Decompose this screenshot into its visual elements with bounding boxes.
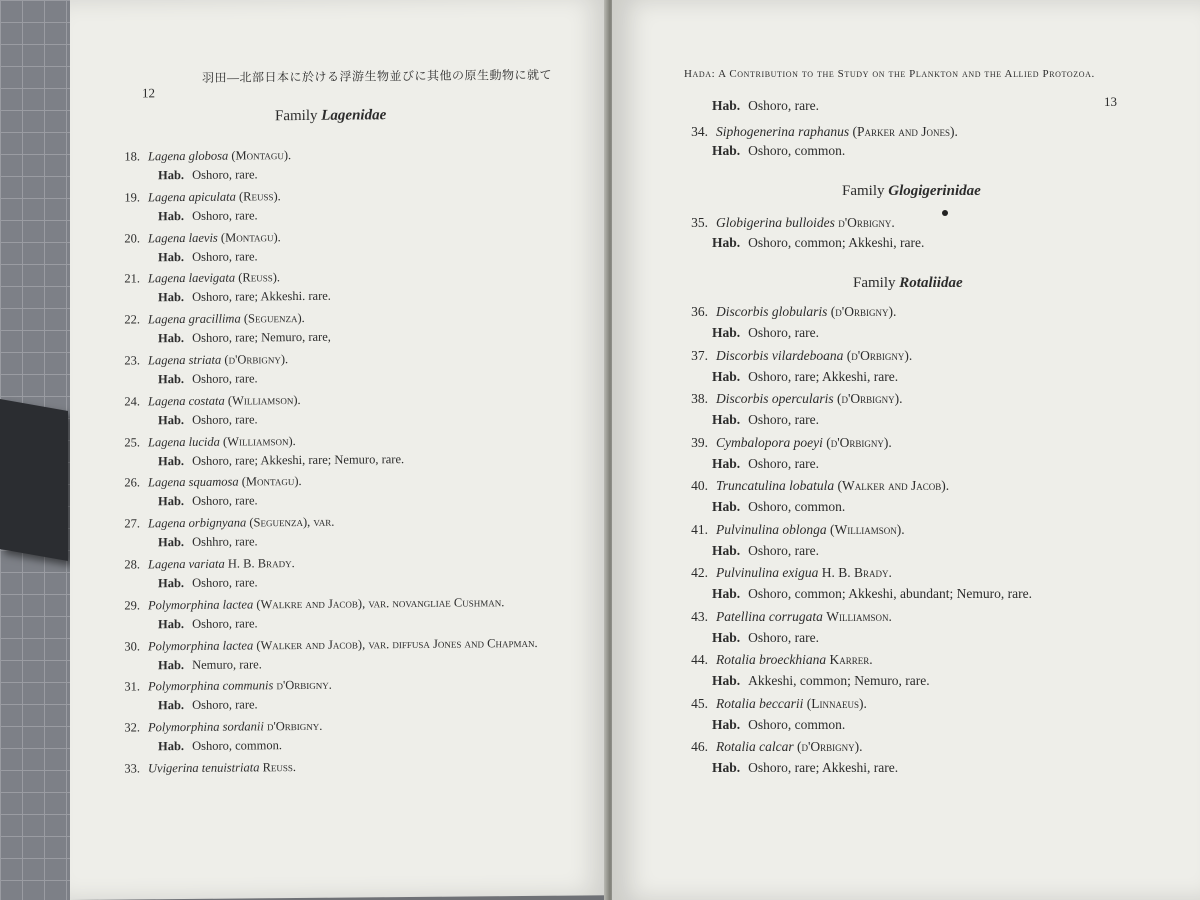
hab-text: Nemuro, rare. — [192, 656, 262, 672]
entry-number: 20. — [124, 230, 140, 246]
species-author: d'Orbigny. — [838, 215, 895, 230]
species-author: (Seguenza). — [243, 311, 305, 326]
hab-line — [158, 452, 404, 469]
hab-line — [712, 369, 898, 385]
hab-text: Oshoro, rare. — [748, 455, 819, 471]
hab-text: Oshoro, rare. — [192, 208, 258, 223]
hab-text: Oshoro, common; Akkeshi, abundant; Nemuro, rare. — [748, 586, 1032, 601]
species-author: (Reuss). — [238, 188, 281, 204]
species-author: (d'Orbigny). — [797, 739, 863, 754]
species-name: Discorbis globularis — [716, 304, 828, 319]
hab-line — [712, 760, 898, 776]
species-entry — [118, 434, 296, 451]
hab-label: Hab. — [712, 629, 741, 645]
species-name: Pulvinulina exigua — [716, 565, 819, 580]
hab-label: Hab. — [158, 698, 185, 713]
species-name: Rotalia broeckhiana — [716, 652, 827, 667]
hab-text: Oshoro, rare. — [192, 371, 258, 386]
species-author: (d'Orbigny). — [224, 352, 289, 367]
species-name: Polymorphina communis — [148, 678, 274, 694]
hab-label: Hab. — [158, 576, 185, 591]
entry-number: 31. — [124, 679, 140, 694]
species-author: Williamson. — [826, 608, 892, 624]
hab-label: Hab. — [158, 453, 185, 468]
hab-line — [712, 456, 819, 472]
hab-line — [158, 167, 258, 183]
hab-text: Oshoro, rare; Nemuro, rare, — [192, 329, 331, 346]
species-author: Karrer. — [829, 652, 873, 667]
species-author: (d'Orbigny). — [830, 304, 897, 319]
species-entry — [678, 609, 892, 625]
hab-text: Oshoro, rare. — [192, 412, 258, 427]
entry-number: 42. — [691, 565, 708, 580]
hab-line-35 — [712, 235, 924, 251]
entry-number: 30. — [124, 638, 140, 654]
hab-line — [158, 616, 258, 632]
family-prefix: Family — [853, 275, 896, 291]
hab-text: Oshoro, rare. — [748, 542, 819, 558]
hab-label: Hab. — [158, 739, 185, 754]
species-name: Globigerina bulloides — [716, 215, 835, 230]
species-entry — [118, 556, 295, 573]
entry-number: 19. — [124, 190, 140, 205]
species-name: Discorbis vilardeboana — [716, 347, 844, 363]
hab-text: Oshhro, rare. — [192, 534, 258, 550]
species-author: (d'Orbigny). — [837, 391, 903, 406]
species-entry — [118, 311, 305, 328]
hab-text: Oshoro, common. — [748, 716, 846, 732]
species-name: Discorbis opercularis — [716, 391, 834, 406]
family-heading-rotaliidae — [853, 275, 963, 292]
hab-label: Hab. — [712, 542, 741, 558]
hab-text: Akkeshi, common; Nemuro, rare. — [748, 673, 930, 688]
entry-number: 40. — [691, 478, 708, 493]
hab-label: Hab. — [158, 249, 185, 264]
family-prefix: Family — [275, 107, 318, 125]
entry-number: 29. — [124, 598, 140, 613]
hab-label: Hab. — [158, 290, 185, 305]
hab-label: Hab. — [158, 208, 185, 224]
entry-number: 39. — [691, 434, 708, 450]
hab-text: Oshoro, common; Akkeshi, rare. — [748, 235, 925, 250]
hab-line — [158, 289, 331, 306]
species-name: Lagena globosa — [148, 148, 229, 164]
hab-text: Oshoro, common. — [748, 499, 846, 514]
hab-line — [158, 208, 258, 224]
species-entry — [118, 148, 291, 165]
species-entry — [678, 739, 863, 755]
hab-line — [158, 575, 258, 591]
species-author: (Walkre and Jacob), var. novangliae Cushman. — [256, 595, 505, 612]
hab-line — [158, 738, 282, 754]
hab-label: Hab. — [158, 535, 185, 550]
species-entry — [118, 189, 281, 205]
species-author: (Williamson). — [223, 433, 296, 449]
species-entry — [118, 515, 334, 532]
species-author: (Walker and Jacob), var. diffusa Jones and Chapman. — [256, 635, 538, 652]
entry-number: 33. — [124, 761, 140, 776]
hab-label: Hab. — [158, 616, 185, 632]
hab-text: Oshoro, common. — [748, 143, 846, 158]
species-name: Polymorphina lactea — [148, 637, 254, 653]
entry-number: 28. — [124, 557, 140, 572]
species-entry — [118, 230, 281, 246]
hab-line — [712, 325, 819, 341]
hab-line — [158, 249, 258, 265]
hab-text: Oshoro, common. — [192, 738, 282, 754]
ink-spot — [942, 210, 948, 216]
hab-label: Hab. — [712, 673, 741, 688]
species-entry — [118, 760, 296, 777]
hab-label: Hab. — [158, 372, 185, 387]
species-author: Reuss. — [262, 760, 297, 775]
species-entry — [678, 348, 912, 364]
entry-number: 18. — [124, 149, 140, 164]
running-head-left: 羽田—北部日本に於ける浮游生物並びに其他の原生動物に就て — [202, 67, 553, 85]
species-name: Lagena lucida — [148, 434, 220, 449]
species-entry-34 — [678, 124, 958, 140]
hab-line — [712, 717, 845, 733]
species-entry — [118, 678, 332, 695]
hab-label: Hab. — [712, 716, 741, 732]
hab-label: Hab. — [712, 586, 741, 601]
family-name: Glogigerinidae — [888, 183, 981, 199]
entry-number: 36. — [691, 304, 708, 319]
entry-number: 21. — [124, 271, 140, 286]
hab-line — [712, 630, 819, 646]
entry-number: 45. — [691, 695, 708, 711]
entry-number: 35. — [691, 215, 708, 230]
hab-label: Hab. — [712, 368, 741, 384]
species-name: Rotalia beccarii — [716, 695, 804, 711]
hab-label: Hab. — [158, 168, 185, 183]
species-entry — [678, 478, 949, 494]
species-name: Lagena squamosa — [148, 474, 239, 490]
hab-text: Oshoro, rare; Akkeshi, rare. — [748, 368, 899, 384]
species-entry-35 — [678, 215, 895, 231]
hab-line — [158, 657, 262, 673]
species-name: Truncatulina lobatula — [716, 478, 835, 493]
species-author: H. B. Brady. — [821, 565, 892, 580]
species-author: (Williamson). — [227, 392, 301, 408]
species-name: Lagena laevigata — [148, 270, 236, 286]
hab-label: Hab. — [712, 760, 741, 775]
hab-text: Oshoro, rare. — [748, 629, 819, 645]
species-name: Lagena apiculata — [148, 189, 236, 205]
entry-number: 26. — [124, 475, 140, 490]
hab-line-top — [712, 98, 819, 114]
hab-label: Hab. — [712, 325, 741, 340]
species-author: (Montagu). — [241, 474, 302, 489]
species-name: Pulvinulina oblonga — [716, 521, 827, 537]
hab-line — [158, 330, 331, 347]
hab-label: Hab. — [712, 98, 741, 113]
species-entry — [118, 595, 504, 613]
hab-label: Hab. — [712, 455, 741, 471]
species-name: Rotalia calcar — [716, 739, 794, 754]
hab-line — [712, 673, 930, 689]
species-entry — [678, 435, 892, 451]
hab-line — [158, 698, 258, 714]
species-entry — [118, 719, 322, 736]
species-author: (d'Orbigny). — [846, 347, 913, 363]
species-author: d'Orbigny. — [266, 718, 323, 734]
species-author: (Williamson). — [830, 521, 905, 537]
entry-number: 44. — [691, 652, 708, 667]
species-entry — [678, 652, 873, 668]
species-author: (Seguenza), var. — [249, 514, 335, 530]
species-name: Lagena gracillima — [148, 311, 241, 327]
hab-text: Oshoro, rare. — [192, 575, 258, 590]
hab-label: Hab. — [158, 331, 185, 346]
hab-text: Oshoro, rare. — [192, 248, 258, 264]
species-author: (Linnaeus). — [806, 695, 867, 711]
family-heading-lagenidae — [275, 107, 386, 125]
species-entry — [678, 696, 867, 712]
hab-text: Oshoro, rare; Akkeshi, rare; Nemuro, rare. — [192, 451, 405, 468]
entry-number: 41. — [691, 521, 708, 537]
entry-number: 34. — [691, 124, 708, 139]
species-entry — [118, 474, 302, 491]
hab-line-34 — [712, 143, 845, 159]
hab-line — [158, 535, 258, 551]
page-number-left: 12 — [142, 85, 155, 101]
hab-label: Hab. — [158, 657, 185, 672]
species-author: (d'Orbigny). — [826, 434, 892, 450]
hab-text: Oshoro, rare. — [748, 325, 819, 340]
species-name: Lagena striata — [148, 352, 222, 368]
species-name: Cymbalopora poeyi — [716, 434, 823, 450]
hab-line — [158, 494, 258, 510]
species-name: Patellina corrugata — [716, 608, 823, 624]
entry-number: 37. — [691, 347, 708, 363]
species-entry — [118, 636, 538, 655]
species-entry — [678, 565, 892, 581]
species-entry — [118, 393, 301, 410]
hab-line — [712, 499, 845, 515]
hab-label: Hab. — [158, 412, 185, 428]
hab-label: Hab. — [712, 235, 741, 250]
hab-text: Oshoro, rare; Akkeshi, rare. — [748, 760, 899, 775]
entry-number: 23. — [124, 353, 140, 368]
hab-text: Oshoro, rare. — [192, 493, 258, 509]
species-name: Siphogenerina raphanus — [716, 124, 850, 139]
book-spine-block — [0, 399, 68, 561]
hab-label: Hab. — [158, 494, 185, 509]
species-name: Lagena laevis — [148, 230, 218, 245]
right-page — [612, 0, 1200, 900]
hab-line — [158, 371, 258, 387]
family-prefix: Family — [842, 183, 885, 199]
species-author: (Reuss). — [238, 270, 281, 285]
page-number-right: 13 — [1104, 94, 1117, 109]
hab-line — [712, 586, 1032, 602]
species-name: Lagena orbignyana — [148, 515, 247, 531]
species-entry — [118, 271, 280, 287]
running-head-right: Hada: A Contribution to the Study on the Plankton and the Allied Protozoa. — [684, 68, 1095, 80]
entry-number: 25. — [124, 434, 140, 450]
entry-number: 22. — [124, 312, 140, 327]
hab-line — [712, 543, 819, 559]
entry-number: 43. — [691, 608, 708, 624]
species-entry — [678, 522, 905, 538]
hab-label: Hab. — [712, 412, 741, 427]
species-entry — [678, 304, 896, 320]
species-name: Lagena variata — [148, 556, 225, 572]
hab-label: Hab. — [712, 499, 741, 514]
species-author: (Walker and Jacob). — [837, 478, 950, 493]
family-name: Lagenidae — [321, 107, 387, 124]
species-name: Lagena costata — [148, 393, 225, 409]
species-author: H. B. Brady. — [227, 556, 295, 571]
species-entry — [118, 352, 288, 368]
entry-number: 24. — [124, 394, 140, 409]
hab-label: Hab. — [712, 143, 741, 158]
species-name: Polymorphina lactea — [148, 597, 254, 613]
hab-text: Oshoro, rare. — [748, 412, 819, 427]
species-name: Polymorphina sordanii — [148, 719, 264, 735]
hab-text: Oshoro, rare. — [192, 697, 258, 713]
entry-number: 46. — [691, 739, 708, 754]
family-heading-glogigerinidae — [842, 183, 981, 200]
entry-number: 27. — [124, 516, 140, 531]
hab-text: Oshoro, rare. — [748, 98, 819, 113]
species-name: Uvigerina tenuistriata — [148, 760, 260, 776]
species-author: (Montagu). — [231, 148, 292, 163]
species-author: d'Orbigny. — [276, 678, 332, 693]
family-name: Rotaliidae — [899, 275, 963, 291]
species-author: (Montagu). — [220, 229, 281, 245]
hab-line — [712, 412, 819, 428]
species-author: (Parker and Jones). — [852, 124, 958, 139]
left-page — [70, 0, 610, 900]
hab-line — [158, 412, 258, 428]
entry-number: 32. — [124, 720, 140, 735]
hab-text: Oshoro, rare. — [192, 616, 258, 631]
entry-number: 38. — [691, 391, 708, 406]
hab-text: Oshoro, rare. — [192, 167, 258, 182]
species-entry — [678, 391, 903, 407]
hab-text: Oshoro, rare; Akkeshi. rare. — [192, 289, 331, 305]
